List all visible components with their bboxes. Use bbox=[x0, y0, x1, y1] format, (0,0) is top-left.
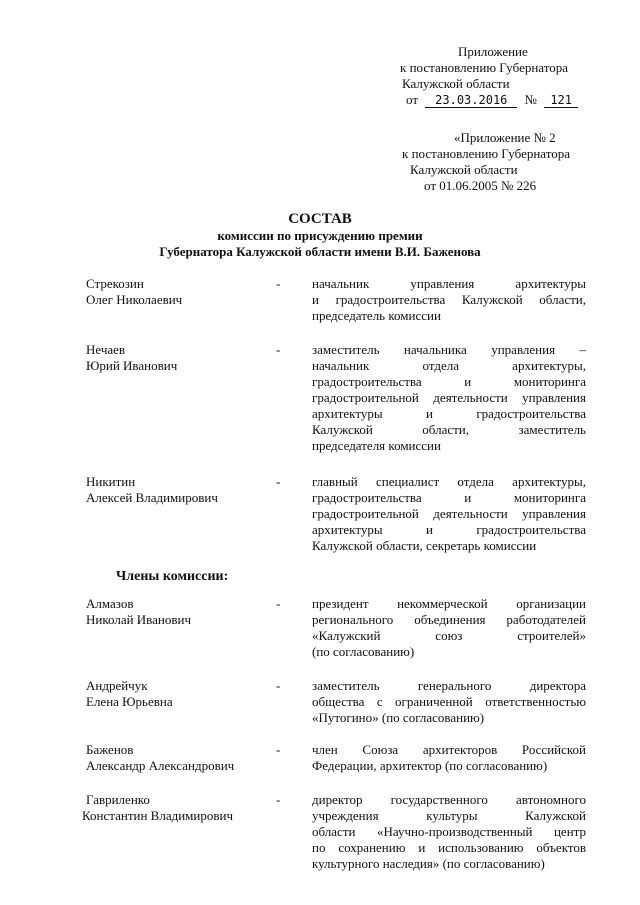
role-line: начальник отдела архитектуры, bbox=[312, 358, 586, 373]
role-line: области «Научно-производственный центр bbox=[312, 824, 586, 839]
person-role bbox=[312, 742, 586, 774]
person-given-names: Юрий Иванович bbox=[86, 358, 178, 373]
role-line: заместитель генерального директора bbox=[312, 678, 586, 693]
role-line: председателя комиссии bbox=[312, 438, 441, 453]
role-line: председатель комиссии bbox=[312, 308, 441, 323]
role-line: градостроительной деятельности управления bbox=[312, 390, 586, 405]
appendix-label: Приложение bbox=[458, 44, 528, 59]
person-surname: Нечаев bbox=[86, 342, 126, 357]
person-role bbox=[312, 342, 586, 454]
separator-dash: - bbox=[276, 342, 281, 357]
document-title bbox=[0, 210, 640, 260]
person-given-names: Александр Александрович bbox=[86, 758, 235, 773]
role-line: градостроительства и мониторинга bbox=[312, 490, 586, 505]
separator-dash: - bbox=[276, 276, 281, 291]
role-line: начальник управления архитектуры bbox=[312, 276, 586, 291]
person-name bbox=[86, 678, 266, 710]
person-role bbox=[312, 596, 586, 660]
prev-appendix-region: Калужской области bbox=[410, 162, 518, 177]
role-line: культурного наследия» (по согласованию) bbox=[312, 856, 545, 871]
person-given-names: Николай Иванович bbox=[86, 612, 192, 627]
role-line: Калужской области, заместитель bbox=[312, 422, 586, 437]
person-name bbox=[86, 342, 266, 374]
appendix-current-decree bbox=[400, 44, 578, 108]
person-role bbox=[312, 792, 586, 872]
appendix-previous-decree bbox=[402, 130, 570, 194]
person-name bbox=[86, 742, 266, 774]
role-line: Федерации, архитектор (по согласованию) bbox=[312, 758, 548, 773]
title-line-2: комиссии по присуждению премии bbox=[217, 228, 423, 243]
person-name bbox=[86, 276, 266, 308]
role-line: «Путогино» (по согласованию) bbox=[312, 710, 485, 725]
role-line: президент некоммерческой организации bbox=[312, 596, 586, 611]
role-line: главный специалист отдела архитектуры, bbox=[312, 474, 586, 489]
role-line: регионального объединения работодателей bbox=[312, 612, 586, 627]
separator-dash: - bbox=[276, 678, 281, 693]
person-surname: Никитин bbox=[86, 474, 136, 489]
separator-dash: - bbox=[276, 474, 281, 489]
person-given-names: Константин Владимирович bbox=[82, 808, 233, 823]
date-prefix: от bbox=[406, 92, 419, 107]
person-role bbox=[312, 276, 586, 324]
person-name bbox=[86, 474, 266, 506]
person-role bbox=[312, 474, 586, 554]
role-line: и градостроительства Калужской области, bbox=[312, 292, 586, 307]
role-line: учреждения культуры Калужской bbox=[312, 808, 586, 823]
person-surname: Андрейчук bbox=[86, 678, 148, 693]
title-line-3: Губернатора Калужской области имени В.И. Баженова bbox=[159, 244, 481, 259]
appendix-region: Калужской области bbox=[402, 76, 510, 91]
role-line: архитектуры и градостроительства bbox=[312, 522, 586, 537]
role-line: заместитель начальника управления – bbox=[312, 342, 586, 357]
decree-date: 23.03.2016 bbox=[425, 93, 517, 108]
role-line: по сохранению и использованию объектов bbox=[312, 840, 586, 855]
role-line: директор государственного автономного bbox=[312, 792, 586, 807]
person-name bbox=[82, 792, 262, 824]
role-line: «Калужский союз строителей» bbox=[312, 628, 586, 643]
separator-dash: - bbox=[276, 742, 281, 757]
appendix-decree-ref: к постановлению Губернатора bbox=[400, 60, 569, 75]
appendix-date-number bbox=[400, 92, 578, 108]
role-line: градостроительной деятельности управления bbox=[312, 506, 586, 521]
prev-appendix-decree-ref: к постановлению Губернатора bbox=[402, 146, 571, 161]
person-surname: Стрекозин bbox=[86, 276, 144, 291]
members-heading: Члены комиссии: bbox=[116, 569, 229, 584]
person-given-names: Олег Николаевич bbox=[86, 292, 183, 307]
role-line: общества с ограниченной ответственностью bbox=[312, 694, 586, 709]
role-line: архитектуры и градостроительства bbox=[312, 406, 586, 421]
role-line: градостроительства и мониторинга bbox=[312, 374, 586, 389]
decree-number: 121 bbox=[544, 93, 578, 108]
person-given-names: Алексей Владимирович bbox=[86, 490, 218, 505]
separator-dash: - bbox=[276, 596, 281, 611]
person-surname: Алмазов bbox=[86, 596, 134, 611]
person-surname: Баженов bbox=[86, 742, 134, 757]
separator-dash: - bbox=[276, 792, 281, 807]
role-line: (по согласованию) bbox=[312, 644, 415, 659]
prev-appendix-date-number: от 01.06.2005 № 226 bbox=[424, 178, 537, 193]
prev-appendix-label: «Приложение № 2 bbox=[454, 130, 556, 145]
person-role bbox=[312, 678, 586, 726]
number-prefix: № bbox=[524, 92, 537, 107]
person-given-names: Елена Юрьевна bbox=[86, 694, 173, 709]
person-surname: Гавриленко bbox=[86, 792, 150, 807]
role-line: Калужской области, секретарь комиссии bbox=[312, 538, 537, 553]
person-name bbox=[86, 596, 266, 628]
role-line: член Союза архитекторов Российской bbox=[312, 742, 586, 757]
title-line-1: СОСТАВ bbox=[288, 211, 352, 227]
